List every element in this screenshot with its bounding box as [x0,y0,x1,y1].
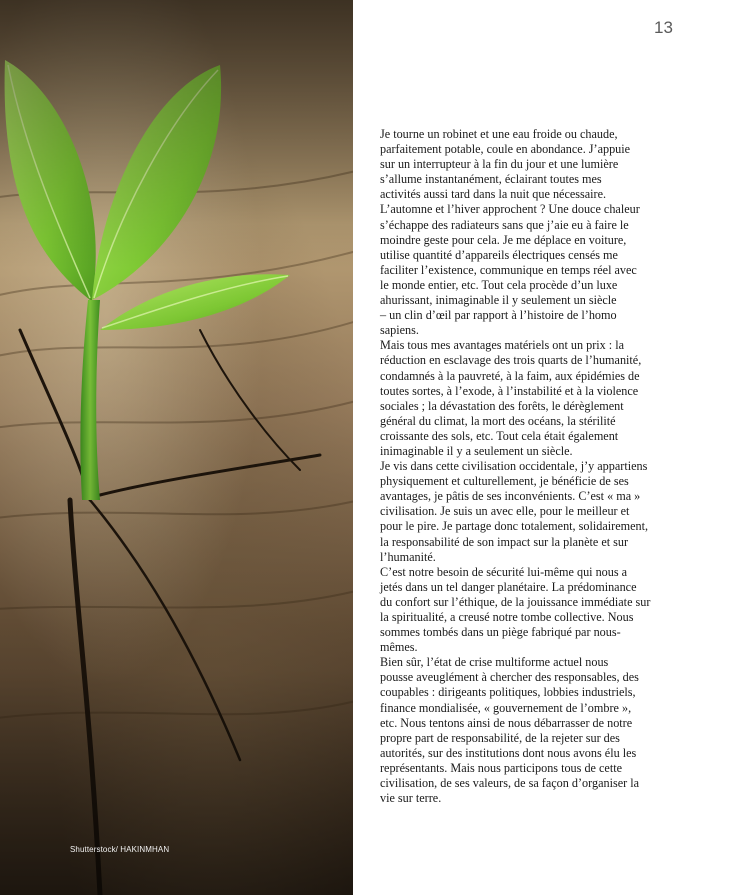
text-line: C’est notre besoin de sécurité lui-même qui nous a [380,564,628,579]
text-line: réduction en esclavage des trois quarts de l’humanité, [380,353,642,368]
article-body [380,127,680,806]
text-line: mêmes. [380,640,418,655]
text-line: finance mondialisée, « gouvernement de l’ombre », [380,700,632,715]
text-line: L’automne et l’hiver approchent ? Une douce chaleur [380,202,640,217]
photo-vignette [0,0,353,895]
text-line: sur un interrupteur à la fin du jour et une lumière [380,157,619,172]
text-line: activités aussi tard dans la nuit que nécessaire. [380,187,607,202]
text-line: parfaitement potable, coule en abondance. J’appuie [380,142,631,157]
text-line: Je vis dans cette civilisation occidentale, j’y appartiens [380,459,648,474]
text-line: avantages, je pâtis de ses inconvénients. C’est « ma » [380,489,641,504]
text-line: etc. Nous tentons ainsi de nous débarrasser de notre [380,715,633,730]
text-line: général du climat, la mort des océans, la stérilité [380,413,616,428]
text-line: propre part de responsabilité, de la rejeter sur des [380,730,620,745]
article-paragraph [380,338,680,459]
article-paragraph [380,127,680,338]
text-line: moindre geste pour cela. Je me déplace en voiture, [380,232,627,247]
article-paragraph [380,459,680,565]
text-line: du confort sur l’éthique, de la jouissance immédiate sur [380,594,651,609]
text-line: sommes tombés dans un piège fabriqué par nous- [380,625,621,640]
text-line: le monde entier, etc. Tout cela procède d’un luxe [380,277,618,292]
text-line: Mais tous mes avantages matériels ont un prix : la [380,338,625,353]
text-line: Je tourne un robinet et une eau froide ou chaude, [380,127,618,141]
text-line: toutes sortes, à l’exode, à l’instabilité et à la violence [380,383,639,398]
text-line: Bien sûr, l’état de crise multiforme actuel nous [380,655,609,670]
text-line: sapiens. [380,323,419,338]
text-line: l’humanité. [380,549,436,564]
text-line: sociales ; la dévastation des forêts, le dérèglement [380,398,624,413]
text-line: la responsabilité de son impact sur la planète et sur [380,534,629,549]
text-line: autorités, sur des institutions dont nous avons élu les [380,745,637,760]
text-line: représentants. Mais nous participons tous de cette [380,760,622,775]
text-line: coupables : dirigeants politiques, lobbies industriels, [380,685,636,700]
text-line: jetés dans un tel danger planétaire. La prédominance [380,579,637,594]
text-line: physiquement et culturellement, je bénéficie de ses [380,474,629,489]
text-line: civilisation. Je suis un avec elle, pour le meilleur et [380,504,630,519]
text-line: croissante des sols, etc. Tout cela était également [380,428,619,443]
text-line: condamnés à la pauvreté, à la faim, aux épidémies de [380,368,640,383]
text-line: civilisation, de ses valeurs, de sa façon d’organiser la [380,776,640,791]
text-line: – un clin d’œil par rapport à l’histoire de l’homo [380,308,617,323]
article-paragraph [380,565,680,656]
text-line: faciliter l’existence, communique en temps réel avec [380,262,637,277]
text-line: pour le pire. Je partage donc totalement, solidairement, [380,519,649,534]
photo-credit: Shutterstock/ HAKINMHAN [70,845,170,854]
seedling-photo [0,0,353,895]
text-line: pousse aveuglément à chercher des responsables, des [380,670,639,685]
text-line: vie sur terre. [380,791,442,806]
page-number: 13 [654,18,673,37]
text-line: ahurissant, inimaginable il y seulement un siècle [380,293,617,308]
text-line: la spiritualité, a creusé notre tombe collective. Nous [380,610,634,624]
text-line: s’échappe des radiateurs sans que j’aie eu à faire le [380,217,629,232]
text-line: utilise quantité d’appareils électriques censés me [380,247,618,262]
text-line: s’allume instantanément, éclairant toutes mes [380,172,602,187]
text-line: inimaginable il y a seulement un siècle. [380,443,573,458]
seedling-illustration [0,0,353,895]
article-paragraph [380,655,680,806]
